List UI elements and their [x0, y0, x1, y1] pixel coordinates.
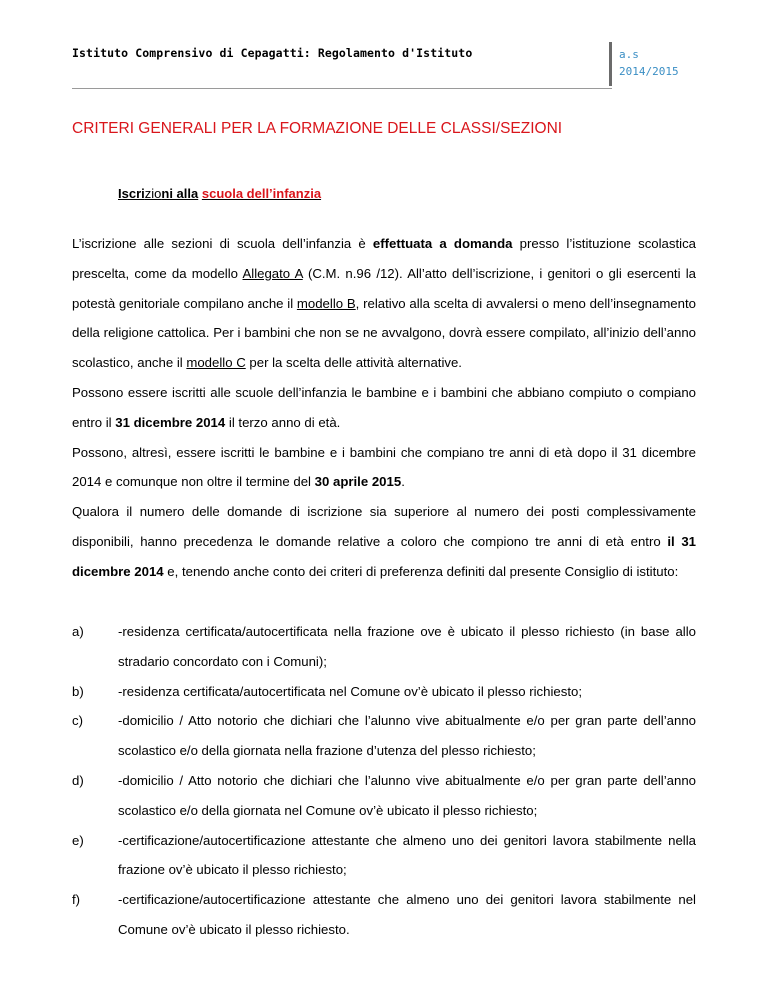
criteria-text: -domicilio / Atto notorio che dichiari che l’alunno vive abitualmente e/o per gran parte dell’anno scolastico e/o della giornata nella frazione d’utenza del plesso richiesto; [118, 713, 696, 759]
doc-reference: modello C [186, 355, 246, 371]
paragraph-early-enrollment [72, 438, 696, 498]
paragraph-enrollment [72, 229, 696, 378]
bold-text: 31 dicembre 2014 [115, 414, 226, 430]
paragraph-eligibility [72, 378, 696, 438]
header-rule [72, 88, 612, 89]
subtitle-part: ni alla [161, 186, 199, 201]
criteria-text: -certificazione/autocertificazione attestante che almeno uno dei genitori lavora stabilmente nel Comune ov’è ubicato il plesso richiesto. [118, 892, 696, 937]
criteria-item [72, 677, 696, 707]
section-title: CRITERI GENERALI PER LA FORMAZIONE DELLE CLASSI/SEZIONI [72, 120, 563, 137]
text-run: Possono essere iscritti alle scuole dell’infanzia le bambine e i bambini che abbiano compiuto o compiano entro il [72, 384, 696, 430]
school-year-value: 2014/2015 [619, 65, 679, 78]
list-marker: d) [72, 772, 84, 788]
text-run: presso l’istituzione scolastica prescelta, come da modello [72, 236, 696, 281]
text-run: per la scelta delle attività alternative. [245, 355, 462, 371]
list-marker: e) [72, 832, 84, 848]
subtitle-link: scuola dell’infanzia [201, 186, 322, 201]
header-title: Istituto Comprensivo di Cepagatti: Regolamento d'Istituto [72, 46, 473, 60]
text-run: (C.M. n.96 /12). All’atto dell’iscrizione, i genitori o gli esercenti la potestà genitoriale compilano anche il [72, 265, 696, 311]
criteria-text: -residenza certificata/autocertificata nella frazione ove è ubicato il plesso richiesto (in base allo stradario concordato con i Comuni); [118, 624, 696, 669]
header-divider [609, 42, 612, 86]
criteria-item [72, 706, 696, 766]
subtitle-part: zio [144, 186, 162, 201]
paragraph-precedence [72, 497, 696, 586]
criteria-item [72, 826, 696, 886]
section-subtitle [118, 186, 321, 201]
list-marker: a) [72, 624, 84, 639]
subtitle-part: Iscri [118, 186, 145, 201]
doc-reference: modello B [296, 295, 356, 311]
page-header [72, 38, 696, 88]
criteria-list [72, 617, 696, 945]
bold-text: 30 aprile 2015 [314, 474, 402, 490]
criteria-item [72, 617, 696, 677]
text-run: , relativo alla scelta di avvalersi o meno dell’insegnamento della religione cattolica. Per i bambini che non se ne avvalgono, dovrà essere compilato, all’inizio dell’anno scolastico, anche il [72, 295, 696, 371]
criteria-text: -domicilio / Atto notorio che dichiari che l’alunno vive abitualmente e/o per gran parte dell’anno scolastico e/o della giornata nel Comune ov’è ubicato il plesso richiesto; [118, 772, 696, 818]
document-body [72, 229, 696, 587]
text-run: Possono, altresì, essere iscritti le bambine e i bambini che compiano tre anni di età dopo il 31 dicembre 2014 e comunque non oltre il termine del [72, 444, 696, 490]
text-run: L’iscrizione alle sezioni di scuola dell’infanzia è [72, 236, 373, 251]
bold-text: effettuata a domanda [372, 236, 513, 251]
list-marker: b) [72, 683, 84, 699]
text-run: . [401, 474, 405, 490]
text-run: Qualora il numero delle domande di iscrizione sia superiore al numero dei posti complessivamente disponibili, hanno precedenza le domande relative a coloro che compiono tre anni di età entro [72, 504, 696, 549]
doc-reference: Allegato A [242, 265, 303, 281]
criteria-item [72, 766, 696, 826]
criteria-text: -certificazione/autocertificazione attestante che almeno uno dei genitori lavora stabilmente nella frazione ov’è ubicato il plesso richiesto; [118, 832, 696, 878]
text-run: il terzo anno di età. [225, 414, 341, 430]
list-marker: f) [72, 892, 81, 908]
list-marker: c) [72, 713, 83, 729]
school-year [619, 46, 679, 80]
criteria-item [72, 885, 696, 945]
text-run: e, tenendo anche conto dei criteri di preferenza definiti dal presente Consiglio di istituto: [163, 563, 679, 579]
criteria-text: -residenza certificata/autocertificata nel Comune ov’è ubicato il plesso richiesto; [118, 683, 582, 699]
school-year-prefix: a.s [619, 48, 639, 61]
bold-text: il 31 dicembre 2014 [72, 533, 696, 579]
